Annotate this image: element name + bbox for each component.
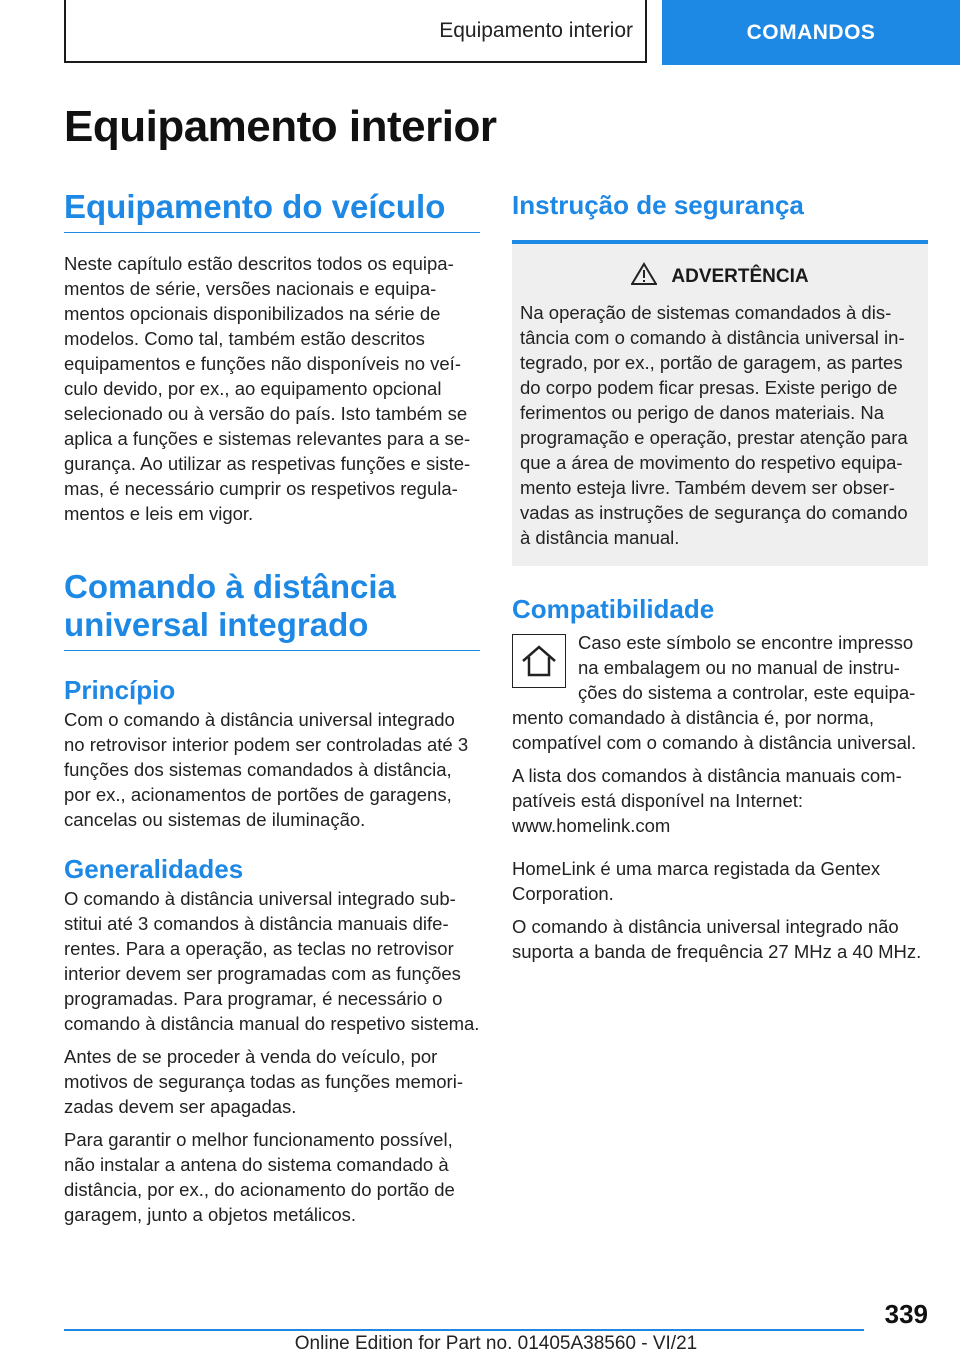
compatibilidade-paragraph-4: O comando à distância universal integrado não suporta a banda de frequência 27 MHz a 40 MHz. <box>512 916 922 962</box>
header-section-label: COMANDOS <box>746 20 876 44</box>
page-title: Equipamento interior <box>64 102 497 151</box>
footer-edition: Online Edition for Part no. 01405A38560 - VI/21 <box>294 1333 698 1354</box>
section-title-equipamento-veiculo: Equipamento do veículo <box>64 188 480 233</box>
header-section-tab <box>662 0 960 65</box>
left-column <box>64 188 480 1227</box>
warning-label: ADVERTÊNCIA <box>671 266 809 287</box>
generalidades-paragraph-2: Antes de se proceder à venda do veículo, por motivos de segurança todas as funções memorizadas devem ser apagadas. <box>64 1046 463 1117</box>
warning-box <box>512 240 928 566</box>
section-title-instrucao-seguranca: Instrução de segurança <box>512 190 804 220</box>
header-chapter-tab <box>64 0 647 63</box>
section-title-comando-distancia: Comando à distância universal integrado <box>64 568 480 651</box>
homelink-house-icon <box>512 634 566 688</box>
header-chapter-label: Equipamento interior <box>439 18 633 42</box>
compatibilidade-paragraph-2: A lista dos comandos à distância manuais compatíveis está disponível na Internet: <box>512 765 902 811</box>
section-title-compatibilidade: Compatibilidade <box>512 594 715 624</box>
compatibilidade-paragraph-3: HomeLink é uma marca registada da Gentex Corporation. <box>512 858 881 904</box>
compatibilidade-paragraph-1: Caso este símbolo se encontre impresso na embalagem ou no manual de instruções do sistema a controlar, este equipamento comandado à distância é, por norma, compatível com o comando à distância universal. <box>512 632 917 753</box>
page-number: 339 <box>884 1299 928 1329</box>
warning-triangle-icon <box>631 262 657 292</box>
generalidades-paragraph-1: O comando à distância universal integrado substitui até 3 comandos à distância manuais diferentes. Para a operação, as teclas no retrovisor interior devem ser programadas com as funções programadas. Para programar, é necessário o comando à distância manual do respetivo sistema. <box>64 888 480 1034</box>
section-body-equipamento-veiculo: Neste capítulo estão descritos todos os equipamentos de série, versões nacionais e equipamentos opcionais disponibilizados na série de modelos. Como tal, também estão descritos equipamentos e funções não disponíveis no veículo devido, por ex., ao equipamento opcional selecionado ou à versão do país. Isto também se aplica a funções e sistemas relevantes para a segurança. Ao utilizar as respetivas funções e sistemas, é necessário cumprir os respetivos regulamentos e leis em vigor. <box>64 253 471 524</box>
warning-header <box>520 262 920 292</box>
right-column <box>512 188 928 964</box>
footer-divider <box>64 1329 864 1331</box>
homelink-url[interactable]: www.homelink.com <box>512 815 671 836</box>
warning-body: Na operação de sistemas comandados à distância com o comando à distância universal integrado, por ex., portão de garagem, as partes do corpo podem ficar presas. Existe perigo de ferimentos ou perigo de danos materiais. Na programação e operação, prestar atenção para que a área de movimento do respetivo equipamento esteja livre. Também devem ser observadas as instruções de segurança do comando à distância manual. <box>520 302 908 548</box>
subsection-title-generalidades: Generalidades <box>64 854 244 884</box>
subsection-body-principio: Com o comando à distância universal integrado no retrovisor interior podem ser controladas até 3 funções dos sistemas comandados à distância, por ex., acionamentos de portões de garagens, cancelas ou sistemas de iluminação. <box>64 709 469 830</box>
generalidades-paragraph-3: Para garantir o melhor funcionamento possível, não instalar a antena do sistema comandado à distância, por ex., do acionamento do portão de garagem, junto a objetos metálicos. <box>64 1129 455 1225</box>
subsection-title-principio: Princípio <box>64 675 176 705</box>
compatibilidade-block <box>512 630 928 755</box>
